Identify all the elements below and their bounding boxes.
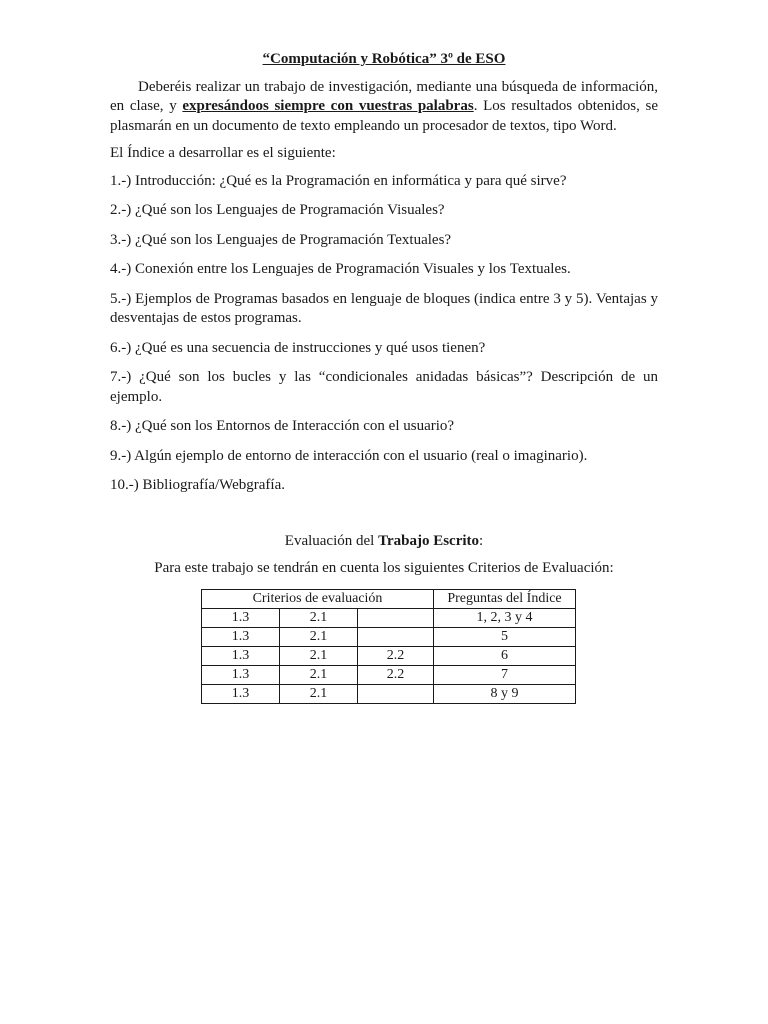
table-cell: 1.3 [202,684,280,703]
index-list [110,172,658,496]
document-page [110,50,658,704]
table-header-criteria: Criterios de evaluación [202,589,434,608]
table-cell: 2.1 [280,665,358,684]
table-cell: 2.1 [280,608,358,627]
index-heading: El Índice a desarrollar es el siguiente: [110,145,336,161]
table-cell: 1.3 [202,608,280,627]
index-item: 7.-) ¿Qué son los bucles y las “condicionales anidadas básicas”? Descripción de un ejemplo. [110,369,658,405]
table-row [202,684,576,703]
table-row [202,608,576,627]
evaluation-title [110,532,658,552]
criteria-table [201,589,576,704]
intro-paragraph [110,78,658,137]
index-item: 2.-) ¿Qué son los Lenguajes de Programación Visuales? [110,202,445,218]
table-header-questions: Preguntas del Índice [434,589,576,608]
index-item: 5.-) Ejemplos de Programas basados en lenguaje de bloques (indica entre 3 y 5). Ventajas y desventajas de estos programas. [110,290,658,326]
index-item: 10.-) Bibliografía/Webgrafía. [110,477,285,493]
index-item: 1.-) Introducción: ¿Qué es la Programación en informática y para qué sirve? [110,172,567,189]
table-cell: 8 y 9 [434,684,576,703]
table-cell: 2.1 [280,684,358,703]
table-cell [358,627,434,646]
evaluation-title-bold: Trabajo Escrito [378,532,480,549]
index-item: 4.-) Conexión entre los Lenguajes de Programación Visuales y los Textuales. [110,261,571,277]
table-cell: 6 [434,646,576,665]
table-cell [358,608,434,627]
table-cell [358,684,434,703]
table-cell: 2.1 [280,646,358,665]
evaluation-title-prefix: Evaluación del [284,532,379,549]
table-row [202,627,576,646]
intro-emphasis: expresándoos siempre con vuestras palabras [182,98,474,114]
table-row [202,665,576,684]
table-cell: 1, 2, 3 y 4 [434,608,576,627]
intro-text-2: . Los resultados obtenidos, se plasmarán en un documento de texto empleando un procesador de textos, tipo Word. [110,98,658,134]
table-cell: 1.3 [202,627,280,646]
evaluation-title-suffix: : [479,532,484,549]
intro-text-1: Deberéis realizar un trabajo de investigación, mediante una búsqueda de información, en clase, y [110,78,658,114]
table-cell: 2.1 [280,627,358,646]
table-row [202,646,576,665]
index-item: 6.-) ¿Qué es una secuencia de instrucciones y qué usos tienen? [110,339,486,356]
table-cell: 5 [434,627,576,646]
table-cell: 1.3 [202,665,280,684]
table-cell: 2.2 [358,646,434,665]
table-cell: 1.3 [202,646,280,665]
table-cell: 7 [434,665,576,684]
evaluation-subtitle: Para este trabajo se tendrán en cuenta los siguientes Criterios de Evaluación: [154,560,614,576]
index-item: 9.-) Algún ejemplo de entorno de interacción con el usuario (real o imaginario). [110,447,588,464]
index-item: 8.-) ¿Qué son los Entornos de Interacción con el usuario? [110,418,455,434]
index-item: 3.-) ¿Qué son los Lenguajes de Programación Textuales? [110,231,452,248]
document-title: “Computación y Robótica” 3º de ESO [262,51,506,67]
table-header-row [202,589,576,608]
table-cell: 2.2 [358,665,434,684]
